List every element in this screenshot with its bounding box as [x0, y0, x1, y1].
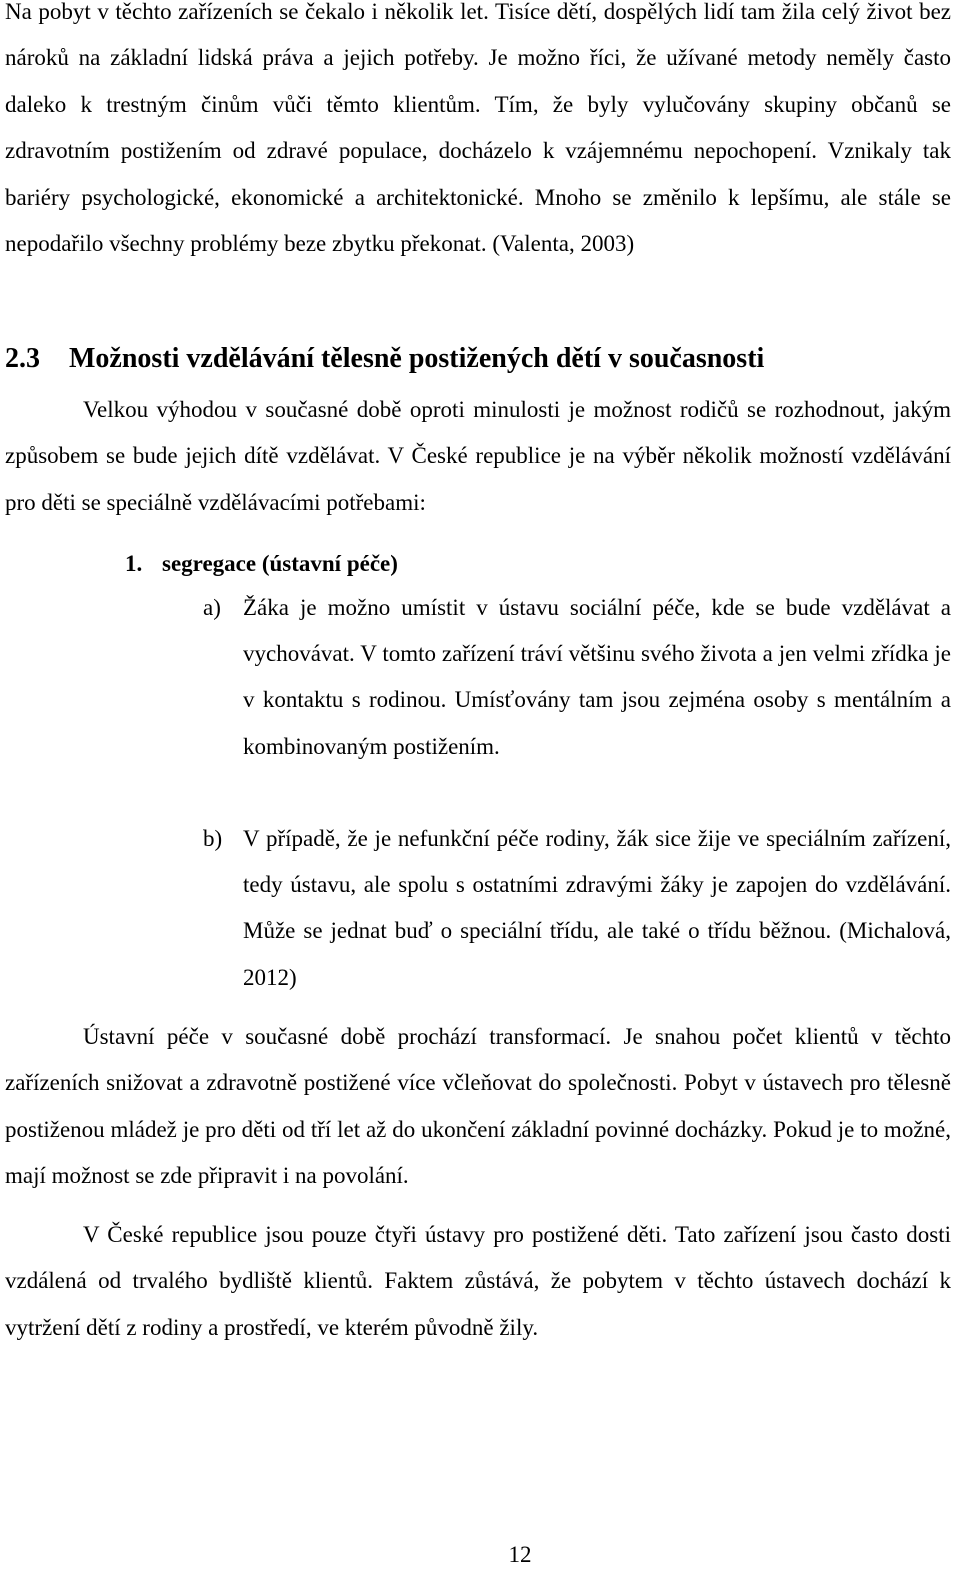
paragraph-transformation: Ústavní péče v současné době prochází transformací. Je snahou počet klientů v těchto zařízeních snižovat a zdravotně postižené více včleňovat do společnosti. Pobyt v ústavech pro tělesně postiženou mládež je pro děti od tří let až do ukončení základní povinné docházky. Pokud je to možné, mají možnost se zde připravit i na povolání.: [5, 1024, 951, 1189]
list-number: 1.: [125, 551, 143, 576]
document-page: [5, 0, 951, 1576]
section-number: 2.3: [5, 343, 40, 374]
sublist-text-a: Žáka je možno umístit v ústavu sociální péče, kde se bude vzdělávat a vychovávat. V tomto zařízení tráví většinu svého života a jen velmi zřídka je v kontaktu s rodinou. Umísťovány tam jsou zejména osoby s mentálním a kombinovaným postižením.: [243, 595, 951, 759]
list-item-segregation: [125, 541, 951, 587]
list-title: segregace (ústavní péče): [162, 551, 398, 576]
sublist-label-a: a): [203, 595, 221, 620]
section-heading: [5, 336, 951, 382]
paragraph-options: Velkou výhodou v současné době oproti minulosti je možnost rodičů se rozhodnout, jakým způsobem se bude jejich dítě vzdělávat. V České republice je na výběr několik možností vzdělávání pro děti se speciálně vzdělávacími potřebami:: [5, 397, 951, 515]
page-number: 12: [508, 1542, 532, 1567]
paragraph-institutions: V České republice jsou pouze čtyři ústavy pro postižené děti. Tato zařízení jsou často dosti vzdálená od trvalého bydliště klientů. Faktem zůstává, že pobytem v těchto ústavech dochází k vytržení dětí z rodiny a prostředí, ve kterém původně žily.: [5, 1222, 951, 1340]
sublist-item-b: [203, 816, 951, 1001]
sublist-text-b: V případě, že je nefunkční péče rodiny, žák sice žije ve speciálním zařízení, tedy ústavu, ale spolu s ostatními zdravými žáky je zapojen do vzdělávání. Může se jednat buď o speciální třídu, ale také o třídu běžnou. (Michalová, 2012): [243, 826, 951, 990]
section-title: Možnosti vzdělávání tělesně postižených dětí v současnosti: [69, 343, 765, 374]
sublist-label-b: b): [203, 826, 223, 851]
paragraph-intro: Na pobyt v těchto zařízeních se čekalo i několik let. Tisíce dětí, dospělých lidí tam žila celý život bez nároků na základní lidská práva a jejich potřeby. Je možno říci, že užívané metody neměly často daleko k trestným činům vůči těmto klientům. Tím, že byly vylučovány skupiny občanů se zdravotním postižením od zdravé populace, docházelo k vzájemnému nepochopení. Vznikaly tak bariéry psychologické, ekonomické a architektonické. Mnoho se změnilo k lepšímu, ale stále se nepodařilo všechny problémy beze zbytku překonat. (Valenta, 2003): [5, 0, 951, 257]
sublist-item-a: [203, 585, 951, 770]
